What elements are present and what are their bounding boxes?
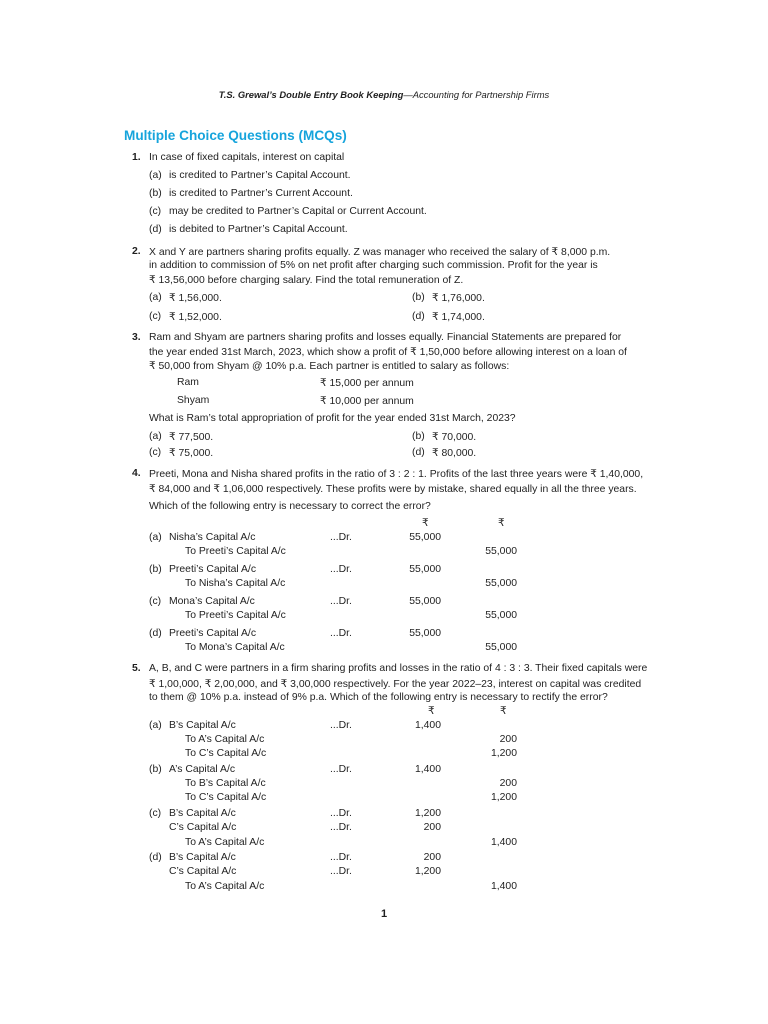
question-stem-line: Which of the following entry is necessary to correct the error? [149, 501, 431, 512]
option-text: ₹ 80,000. [432, 448, 477, 459]
credit-amount: 1,400 [490, 837, 517, 848]
question-stem-line: X and Y are partners sharing profits equally. Z was manager who received the salary of ₹ 8,000 p.m. [149, 247, 611, 258]
journal-debit-account: Preeti’s Capital A/c [169, 564, 257, 575]
question-stem-line: in addition to commission of 5% on net profit after charging such commission. Profit for the year is [149, 260, 598, 271]
option-label: (a) [149, 170, 162, 181]
question-stem-line: Ram and Shyam are partners sharing profits and losses equally. Financial Statements are prepared for [149, 332, 622, 343]
debit-amount: 200 [423, 822, 441, 833]
question-text: What is Ram’s total appropriation of profit for the year ended 31st March, 2023? [149, 413, 516, 424]
option-label: (b) [412, 431, 425, 442]
question-stem-line: ₹ 1,00,000, ₹ 2,00,000, and ₹ 3,00,000 respectively. For the year 2022–23, interest on capital was credited [149, 679, 642, 690]
question-stem: In case of fixed capitals, interest on capital [149, 152, 345, 163]
question-stem-line: ₹ 50,000 from Shyam @ 10% p.a. Each partner is entitled to salary as follows: [149, 361, 510, 372]
journal-account: B’s Capital A/c [169, 720, 236, 731]
journal-account: C’s Capital A/c [169, 866, 237, 877]
dr-mark: ...Dr. [330, 628, 352, 639]
question-number: 4. [132, 468, 141, 479]
journal-account: To C’s Capital A/c [185, 792, 267, 803]
journal-account: C’s Capital A/c [169, 822, 237, 833]
dr-mark: ...Dr. [330, 564, 352, 575]
option-text: ₹ 75,000. [169, 448, 214, 459]
page-number: 1 [380, 908, 388, 920]
journal-account: B’s Capital A/c [169, 808, 236, 819]
option-label: (c) [149, 206, 162, 217]
salary-name: Shyam [177, 395, 210, 406]
option-label: (d) [412, 311, 425, 322]
dr-mark: ...Dr. [330, 596, 352, 607]
credit-amount: 1,400 [490, 881, 517, 892]
journal-debit-account: Preeti’s Capital A/c [169, 628, 257, 639]
debit-amount: 55,000 [409, 596, 441, 607]
question-stem-line: ₹ 84,000 and ₹ 1,06,000 respectively. These profits were by mistake, shared equally in all the three years. [149, 484, 637, 495]
question-stem-line: ₹ 13,56,000 before charging salary. Find the total remuneration of Z. [149, 275, 464, 286]
debit-amount: 200 [423, 852, 441, 863]
currency-header-cr: ₹ [498, 518, 505, 529]
journal-credit-account: To Mona’s Capital A/c [185, 642, 285, 653]
dr-mark: ...Dr. [330, 720, 352, 731]
debit-amount: 55,000 [409, 532, 441, 543]
dr-mark: ...Dr. [330, 764, 352, 775]
option-label: (d) [149, 628, 162, 639]
currency-header-cr: ₹ [500, 706, 507, 717]
debit-amount: 55,000 [409, 564, 441, 575]
option-label: (b) [149, 564, 162, 575]
currency-header-dr: ₹ [422, 518, 429, 529]
running-head: T.S. Grewal’s Double Entry Book Keeping—Accounting for Partnership Firms [218, 89, 550, 100]
debit-amount: 55,000 [409, 628, 441, 639]
option-text: is credited to Partner’s Current Account. [169, 188, 353, 199]
journal-debit-account: Mona’s Capital A/c [169, 596, 255, 607]
dr-mark: ...Dr. [330, 866, 352, 877]
question-stem-line: Preeti, Mona and Nisha shared profits in the ratio of 3 : 2 : 1. Profits of the last three years were ₹ 1,40,000, [149, 469, 644, 480]
journal-credit-account: To Preeti’s Capital A/c [185, 610, 286, 621]
journal-account: To A’s Capital A/c [185, 837, 265, 848]
option-label: (a) [149, 431, 162, 442]
salary-amount: ₹ 10,000 per annum [320, 396, 414, 407]
debit-amount: 1,400 [414, 720, 441, 731]
salary-name: Ram [177, 377, 199, 388]
journal-account: To B’s Capital A/c [185, 778, 266, 789]
credit-amount: 55,000 [485, 642, 517, 653]
option-text: ₹ 1,74,000. [432, 312, 485, 323]
journal-credit-account: To Preeti’s Capital A/c [185, 546, 286, 557]
option-label: (d) [149, 852, 162, 863]
question-number: 1. [132, 152, 141, 163]
journal-account: To C’s Capital A/c [185, 748, 267, 759]
journal-account: A’s Capital A/c [169, 764, 236, 775]
option-text: ₹ 77,500. [169, 432, 214, 443]
option-label: (c) [149, 447, 162, 458]
option-text: is debited to Partner’s Capital Account. [169, 224, 348, 235]
debit-amount: 1,200 [414, 866, 441, 877]
journal-debit-account: Nisha’s Capital A/c [169, 532, 256, 543]
debit-amount: 1,200 [414, 808, 441, 819]
option-label: (d) [412, 447, 425, 458]
journal-account: To A’s Capital A/c [185, 881, 265, 892]
dr-mark: ...Dr. [330, 852, 352, 863]
option-label: (c) [149, 596, 162, 607]
dr-mark: ...Dr. [330, 532, 352, 543]
option-label: (c) [149, 808, 162, 819]
question-stem-line: the year ended 31st March, 2023, which show a profit of ₹ 1,50,000 before allowing interest on a loan of [149, 347, 627, 358]
option-label: (c) [149, 311, 162, 322]
option-label: (d) [149, 224, 162, 235]
credit-amount: 200 [499, 734, 517, 745]
credit-amount: 55,000 [485, 578, 517, 589]
option-label: (b) [149, 188, 162, 199]
journal-account: B’s Capital A/c [169, 852, 236, 863]
question-stem-line: to them @ 10% p.a. instead of 9% p.a. Which of the following entry is necessary to rectify the error? [149, 692, 608, 703]
dr-mark: ...Dr. [330, 822, 352, 833]
journal-account: To A’s Capital A/c [185, 734, 265, 745]
question-number: 5. [132, 663, 141, 674]
credit-amount: 55,000 [485, 610, 517, 621]
debit-amount: 1,400 [414, 764, 441, 775]
salary-amount: ₹ 15,000 per annum [320, 378, 414, 389]
journal-credit-account: To Nisha’s Capital A/c [185, 578, 286, 589]
option-text: is credited to Partner’s Capital Account. [169, 170, 351, 181]
option-label: (a) [149, 292, 162, 303]
credit-amount: 55,000 [485, 546, 517, 557]
option-label: (b) [412, 292, 425, 303]
question-number: 2. [132, 246, 141, 257]
option-label: (a) [149, 720, 162, 731]
credit-amount: 200 [499, 778, 517, 789]
credit-amount: 1,200 [490, 748, 517, 759]
option-label: (b) [149, 764, 162, 775]
credit-amount: 1,200 [490, 792, 517, 803]
currency-header-dr: ₹ [428, 706, 435, 717]
option-text: ₹ 1,76,000. [432, 293, 485, 304]
question-stem-line: A, B, and C were partners in a firm sharing profits and losses in the ratio of 4 : 3 : 3. Their fixed capitals were [149, 663, 648, 674]
option-text: ₹ 70,000. [432, 432, 477, 443]
section-title: Multiple Choice Questions (MCQs) [124, 128, 347, 143]
option-text: may be credited to Partner’s Capital or Current Account. [169, 206, 427, 217]
option-text: ₹ 1,52,000. [169, 312, 222, 323]
option-label: (a) [149, 532, 162, 543]
dr-mark: ...Dr. [330, 808, 352, 819]
question-number: 3. [132, 332, 141, 343]
option-text: ₹ 1,56,000. [169, 293, 222, 304]
